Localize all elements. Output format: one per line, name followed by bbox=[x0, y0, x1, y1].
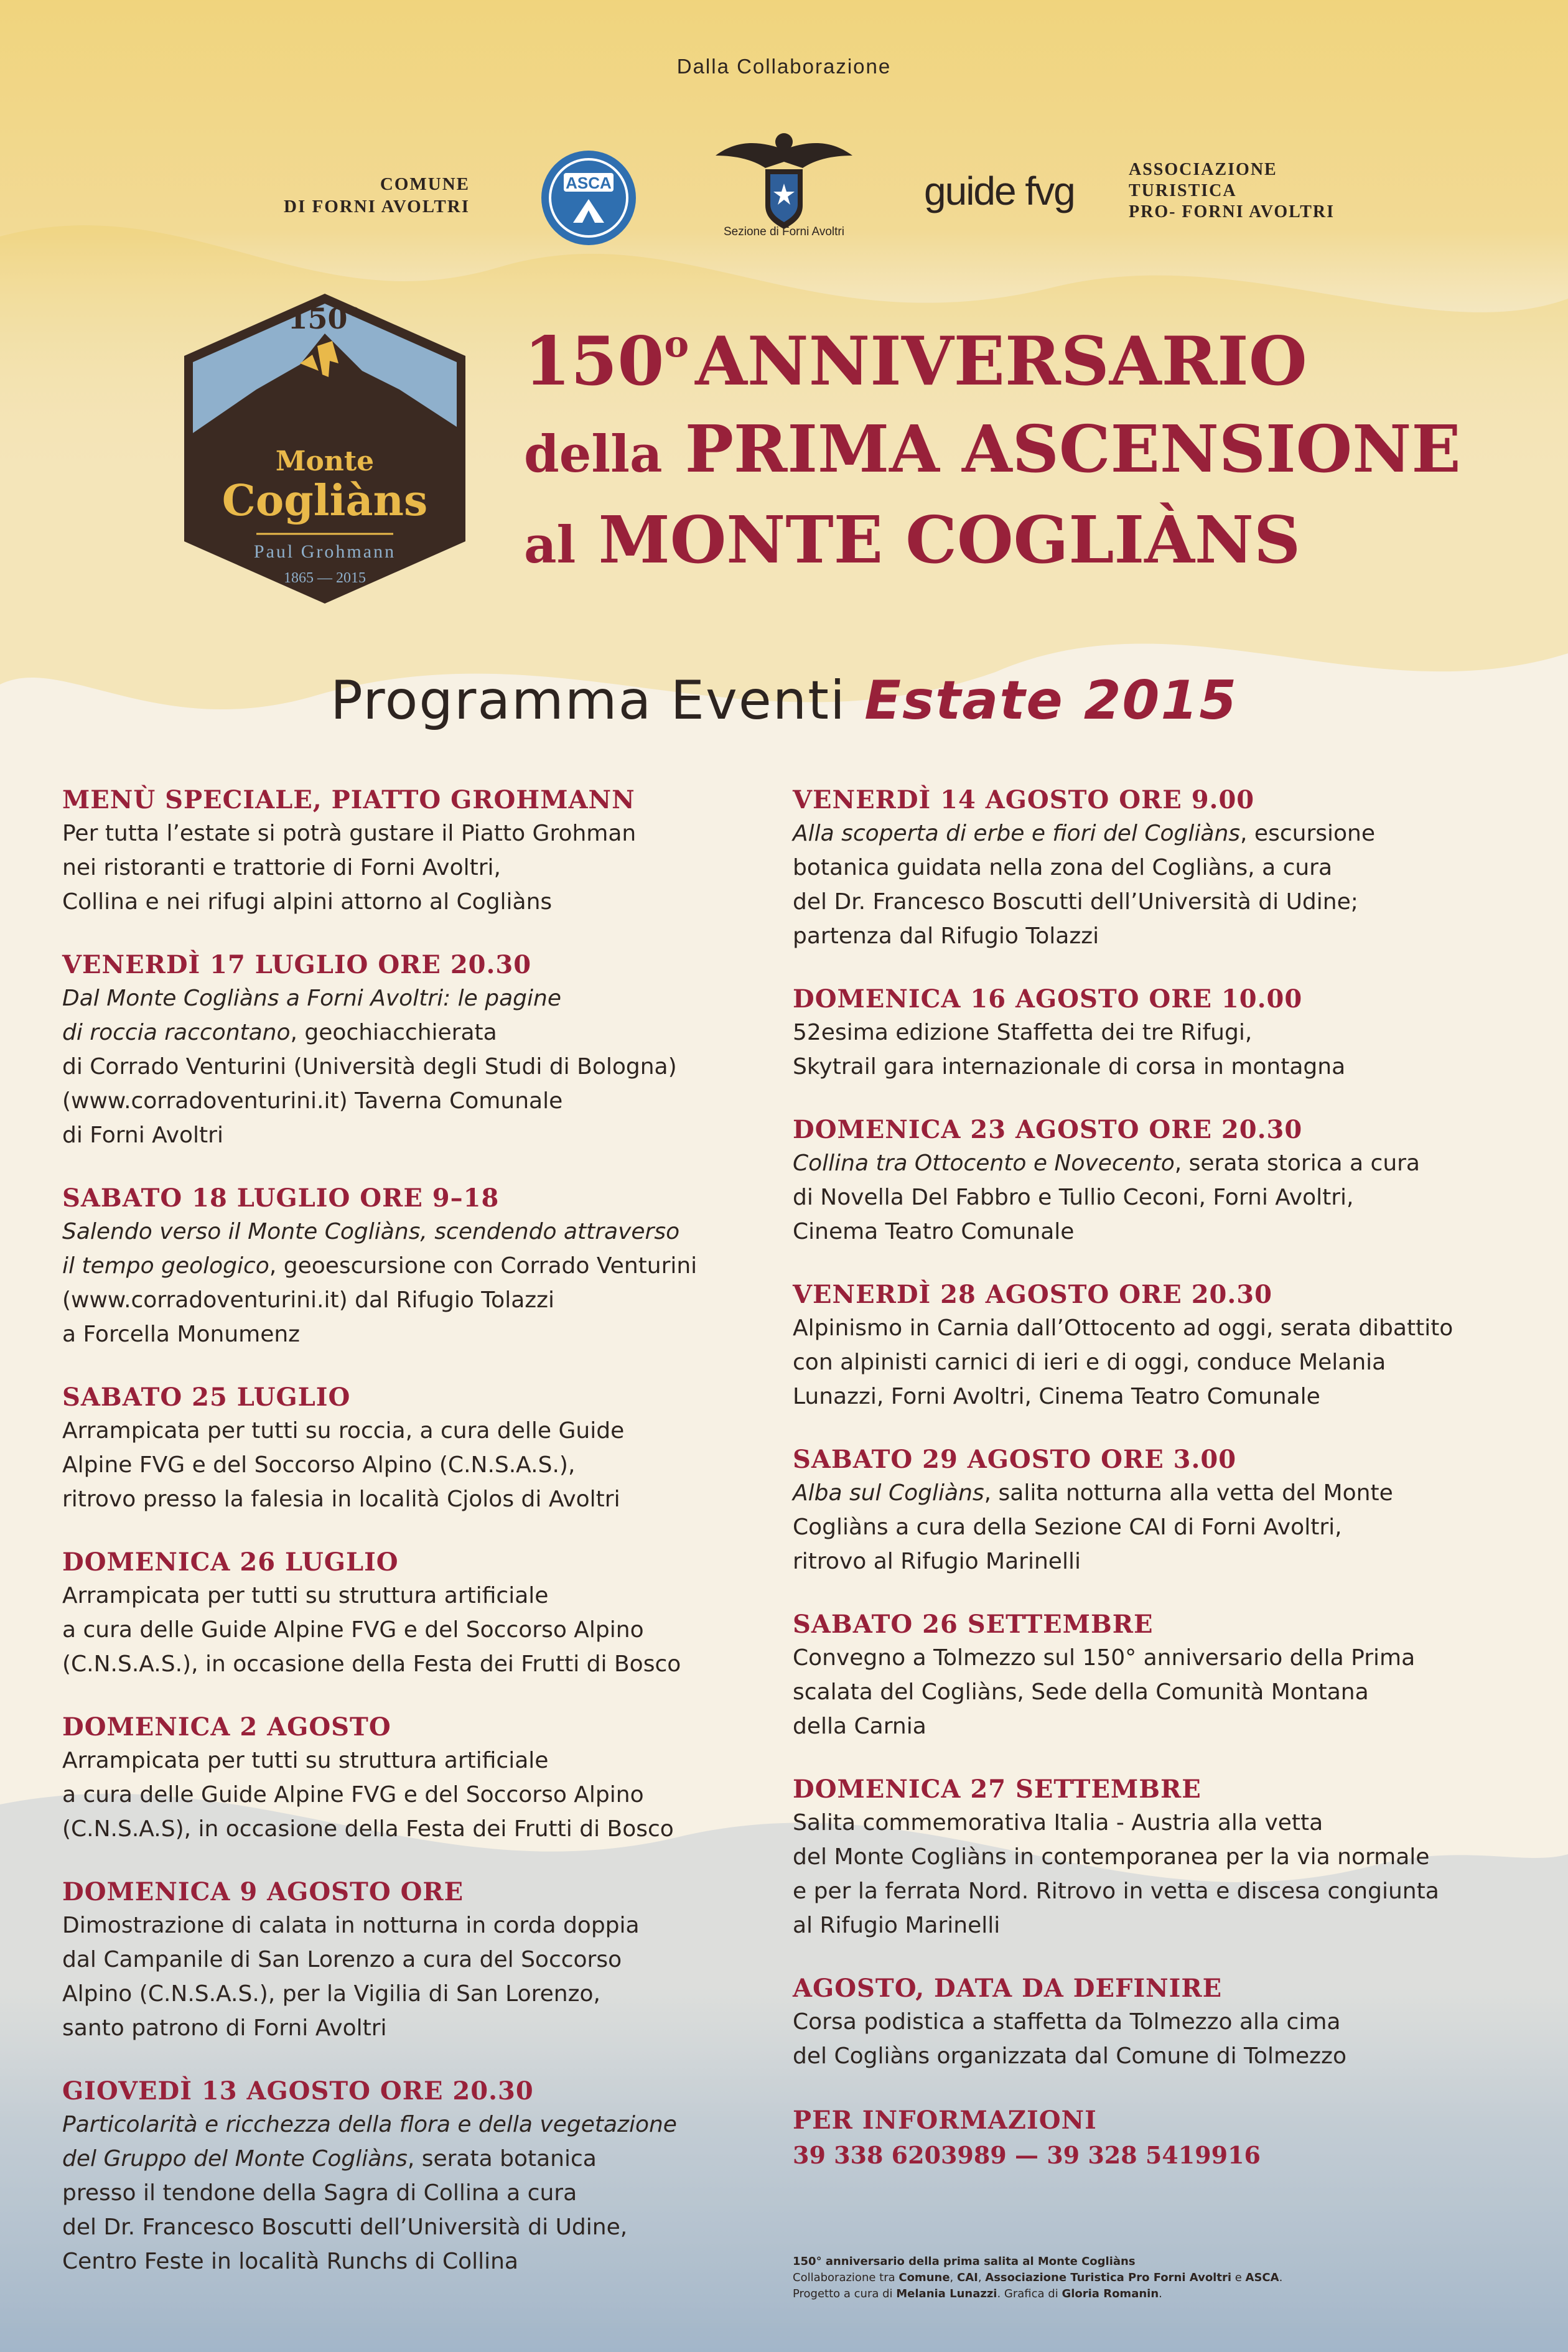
event-title: DOMENICA 9 AGOSTO ORE bbox=[62, 1877, 464, 1906]
event-line bbox=[793, 816, 1514, 851]
programma-normal: Programma Eventi bbox=[330, 670, 846, 732]
event-line-text: scalata del Cogliàns, Sede della Comunità Montana bbox=[793, 1679, 1369, 1705]
event-line bbox=[793, 1180, 1514, 1215]
credits-designer: Gloria Romanin bbox=[1062, 2287, 1159, 2300]
event-line bbox=[62, 1613, 784, 1647]
event-line-italic: Alba sul Cogliàns bbox=[793, 1480, 984, 1506]
event-line bbox=[793, 1709, 1514, 1743]
event-item bbox=[793, 1773, 1514, 1943]
credits-text: . Grafica di bbox=[997, 2287, 1062, 2300]
credits-text: e bbox=[1231, 2271, 1246, 2284]
event-line bbox=[62, 2210, 784, 2244]
event-line-text: , serata botanica bbox=[407, 2146, 597, 2172]
event-title: SABATO 29 AGOSTO ORE 3.00 bbox=[793, 1445, 1237, 1474]
event-line-text: e per la ferrata Nord. Ritrovo in vetta e discesa congiunta bbox=[793, 1878, 1439, 1904]
event-line-text: ritrovo presso la falesia in località Cjolos di Avoltri bbox=[62, 1486, 620, 1512]
event-title: DOMENICA 2 AGOSTO bbox=[62, 1712, 391, 1742]
event-line-text: con alpinisti carnici di ieri e di oggi, conduce Melania bbox=[793, 1350, 1386, 1375]
credits-pro-loco: Associazione Turistica Pro Forni Avoltri bbox=[985, 2271, 1231, 2284]
event-line bbox=[62, 981, 784, 1015]
event-line-text: Lunazzi, Forni Avoltri, Cinema Teatro Comunale bbox=[793, 1384, 1320, 1409]
collaboration-title: Dalla Collaborazione bbox=[676, 55, 892, 78]
event-line-text: Alpinismo in Carnia dall’Ottocento ad oggi, serata dibattito bbox=[793, 1315, 1454, 1341]
event-line bbox=[793, 2039, 1514, 2073]
event-line-italic: Collina tra Ottocento e Novecento bbox=[793, 1150, 1175, 1176]
event-line bbox=[62, 1977, 784, 2011]
event-line bbox=[62, 1317, 784, 1351]
event-title: VENERDÌ 17 LUGLIO ORE 20.30 bbox=[62, 950, 532, 979]
event-line-text: dal Campanile di San Lorenzo a cura del Soccorso bbox=[62, 1947, 622, 1972]
event-line-italic: Particolarità e ricchezza della flora e della vegetazione bbox=[62, 2112, 677, 2137]
credits-curator: Melania Lunazzi bbox=[896, 2287, 997, 2300]
event-line-text: nei ristoranti e trattorie di Forni Avoltri, bbox=[62, 855, 501, 880]
event-line-text: (www.corradoventurini.it) Taverna Comunale bbox=[62, 1088, 563, 1114]
event-description bbox=[793, 1641, 1514, 1743]
event-line bbox=[793, 1806, 1514, 1840]
title-al: al bbox=[524, 516, 576, 575]
event-line bbox=[62, 2176, 784, 2210]
event-line-text: Arrampicata per tutti su roccia, a cura delle Guide bbox=[62, 1418, 625, 1444]
event-line bbox=[62, 1579, 784, 1613]
event-line bbox=[62, 2142, 784, 2176]
info-block bbox=[793, 2103, 1514, 2173]
event-line-text: a cura delle Guide Alpine FVG e del Soccorso Alpino bbox=[62, 1782, 644, 1808]
event-line bbox=[793, 1874, 1514, 1908]
event-line-text: Alpino (C.N.S.A.S.), per la Vigilia di San Lorenzo, bbox=[62, 1981, 600, 2007]
event-line-text: (C.N.S.A.S), in occasione della Festa dei Frutti di Bosco bbox=[62, 1816, 674, 1842]
event-line-text: del Cogliàns organizzata dal Comune di Tolmezzo bbox=[793, 2043, 1346, 2069]
badge-word-1: Monte bbox=[275, 446, 375, 477]
event-line-text: al Rifugio Marinelli bbox=[793, 1913, 1001, 1938]
event-line-text: botanica guidata nella zona del Cogliàns, a cura bbox=[793, 855, 1333, 880]
event-line bbox=[793, 851, 1514, 885]
credits-line-1: 150° anniversario della prima salita al Monte Cogliàns bbox=[793, 2255, 1136, 2268]
event-line-text: di Corrado Venturini (Università degli Studi di Bologna) bbox=[62, 1054, 677, 1080]
event-title: VENERDÌ 14 AGOSTO ORE 9.00 bbox=[793, 785, 1255, 814]
event-item bbox=[62, 1546, 784, 1681]
credits-text: , bbox=[950, 2271, 957, 2284]
event-line-text: Dimostrazione di calata in notturna in corda doppia bbox=[62, 1913, 640, 1938]
event-line bbox=[62, 1647, 784, 1681]
comune-line-2: DI FORNI AVOLTRI bbox=[284, 197, 470, 217]
event-line bbox=[62, 1812, 784, 1846]
event-line bbox=[793, 885, 1514, 919]
event-line-text: del Monte Cogliàns in contemporanea per la via normale bbox=[793, 1844, 1430, 1870]
event-line-text: Convegno a Tolmezzo sul 150° anniversario della Prima bbox=[793, 1645, 1416, 1671]
event-line bbox=[62, 1084, 784, 1118]
event-line bbox=[62, 1215, 784, 1249]
credits-line-3 bbox=[793, 2286, 1282, 2302]
credits-text: Collaborazione tra bbox=[793, 2271, 899, 2284]
event-line bbox=[793, 2005, 1514, 2039]
event-line bbox=[62, 1448, 784, 1482]
event-line bbox=[62, 816, 784, 851]
cai-caption: Sezione di Forni Avoltri bbox=[724, 225, 844, 238]
credits-cai: CAI bbox=[956, 2271, 978, 2284]
event-line-text: santo patrono di Forni Avoltri bbox=[62, 2015, 387, 2041]
credits-line-2 bbox=[793, 2270, 1282, 2286]
event-item bbox=[793, 983, 1514, 1084]
event-description bbox=[62, 2107, 784, 2279]
event-line bbox=[62, 1778, 784, 1812]
pro-loco-logo-text bbox=[1129, 159, 1335, 223]
event-line bbox=[62, 1015, 784, 1050]
event-line-text: presso il tendone della Sagra di Collina a cura bbox=[62, 2180, 577, 2206]
event-line-text: a Forcella Monumenz bbox=[62, 1322, 301, 1347]
event-line-text: , serata storica a cura bbox=[1174, 1150, 1420, 1176]
event-line bbox=[62, 2011, 784, 2045]
event-line-text: a cura delle Guide Alpine FVG e del Soccorso Alpino bbox=[62, 1617, 644, 1643]
event-description bbox=[62, 1908, 784, 2045]
event-line-italic: Dal Monte Cogliàns a Forni Avoltri: le pagine bbox=[62, 986, 562, 1011]
credits-asca: ASCA bbox=[1245, 2271, 1279, 2284]
title-line-1 bbox=[524, 322, 1307, 401]
event-description bbox=[62, 1743, 784, 1846]
event-title: DOMENICA 16 AGOSTO ORE 10.00 bbox=[793, 984, 1303, 1014]
event-line bbox=[62, 1414, 784, 1448]
event-line bbox=[62, 2244, 784, 2279]
events-right-list bbox=[793, 784, 1514, 2073]
event-line bbox=[62, 1943, 784, 1977]
title-prima-ascensione: PRIMA ASCENSIONE bbox=[684, 411, 1461, 487]
event-line bbox=[62, 851, 784, 885]
event-description bbox=[793, 1806, 1514, 1943]
badge-years: 1865 — 2015 bbox=[284, 570, 366, 586]
event-title: VENERDÌ 28 AGOSTO ORE 20.30 bbox=[793, 1280, 1272, 1309]
programma-heading bbox=[0, 670, 1568, 732]
event-line bbox=[62, 1050, 784, 1084]
event-item bbox=[793, 1114, 1514, 1249]
event-title: DOMENICA 27 SETTEMBRE bbox=[793, 1775, 1202, 1804]
event-line-text: Corsa podistica a staffetta da Tolmezzo alla cima bbox=[793, 2009, 1341, 2035]
event-item bbox=[62, 2075, 784, 2279]
event-line bbox=[62, 1743, 784, 1778]
event-line-text: di Forni Avoltri bbox=[62, 1122, 223, 1148]
event-title: DOMENICA 26 LUGLIO bbox=[62, 1547, 399, 1577]
event-description bbox=[62, 1215, 784, 1351]
event-line-text: Cogliàns a cura della Sezione CAI di Forni Avoltri, bbox=[793, 1514, 1342, 1540]
title-line-3 bbox=[524, 502, 1300, 578]
title-anniversario: ANNIVERSARIO bbox=[695, 322, 1307, 401]
event-line bbox=[793, 1476, 1514, 1510]
event-line-italic: del Gruppo del Monte Cogliàns bbox=[62, 2146, 408, 2172]
info-phone-numbers: 39 338 6203989 — 39 328 5419916 bbox=[793, 2141, 1261, 2169]
event-item bbox=[62, 1381, 784, 1516]
event-title: GIOVEDÌ 13 AGOSTO ORE 20.30 bbox=[62, 2076, 534, 2106]
event-line-text: della Carnia bbox=[793, 1714, 926, 1739]
event-line bbox=[62, 1118, 784, 1152]
event-line-text: , geochiacchierata bbox=[290, 1020, 497, 1045]
event-line bbox=[793, 1050, 1514, 1084]
event-line bbox=[793, 1641, 1514, 1675]
event-description bbox=[793, 1476, 1514, 1579]
event-line bbox=[793, 1510, 1514, 1544]
event-line bbox=[793, 1379, 1514, 1414]
credits-text: , bbox=[978, 2271, 986, 2284]
event-item bbox=[62, 949, 784, 1152]
event-description bbox=[62, 816, 784, 919]
pro-line-1: ASSOCIAZIONE bbox=[1129, 160, 1277, 179]
event-description bbox=[793, 2005, 1514, 2073]
event-line bbox=[793, 1675, 1514, 1709]
credits-text: . bbox=[1279, 2271, 1283, 2284]
events-left-column bbox=[62, 784, 784, 2308]
event-item bbox=[793, 1444, 1514, 1579]
title-number: 150 bbox=[524, 322, 665, 401]
badge-name: Paul Grohmann bbox=[253, 541, 396, 562]
event-line bbox=[62, 1482, 784, 1516]
event-item bbox=[793, 1608, 1514, 1743]
event-title: SABATO 26 SETTEMBRE bbox=[793, 1610, 1154, 1639]
event-line-text: Centro Feste in località Runchs di Collina bbox=[62, 2249, 518, 2274]
event-line bbox=[793, 1840, 1514, 1874]
event-line-italic: il tempo geologico bbox=[62, 1253, 269, 1279]
event-line-text: ritrovo al Rifugio Marinelli bbox=[793, 1549, 1081, 1574]
event-line-text: , geoescursione con Corrado Venturini bbox=[269, 1253, 698, 1279]
event-line-italic: Salendo verso il Monte Cogliàns, scendendo attraverso bbox=[62, 1219, 680, 1244]
event-description bbox=[62, 1579, 784, 1681]
event-line bbox=[62, 2107, 784, 2142]
event-line bbox=[793, 1345, 1514, 1379]
event-item bbox=[62, 784, 784, 919]
event-line-text: 52esima edizione Staffetta dei tre Rifugi, bbox=[793, 1020, 1253, 1045]
title-degree: o bbox=[664, 322, 689, 366]
event-title: MENÙ SPECIALE, PIATTO GROHMANN bbox=[62, 785, 635, 814]
event-line-text: partenza dal Rifugio Tolazzi bbox=[793, 923, 1099, 949]
credits-text: Progetto a cura di bbox=[793, 2287, 897, 2300]
event-line-text: Cinema Teatro Comunale bbox=[793, 1219, 1075, 1244]
event-line-text: , salita notturna alla vetta del Monte bbox=[984, 1480, 1393, 1506]
event-line-text: di Novella Del Fabbro e Tullio Ceconi, Forni Avoltri, bbox=[793, 1185, 1354, 1210]
event-title: AGOSTO, DATA DA DEFINIRE bbox=[793, 1974, 1223, 2003]
event-line-text: Per tutta l’estate si potrà gustare il Piatto Grohman bbox=[62, 821, 637, 846]
event-line-text: , escursione bbox=[1240, 821, 1375, 846]
event-item bbox=[793, 1972, 1514, 2073]
asca-logo-text: ASCA bbox=[566, 174, 612, 192]
event-line-text: Alpine FVG e del Soccorso Alpino (C.N.S.A.S.), bbox=[62, 1452, 576, 1478]
credits-comune: Comune bbox=[898, 2271, 950, 2284]
comune-line-1: COMUNE bbox=[380, 174, 470, 194]
credits bbox=[793, 2254, 1282, 2302]
event-line-text: del Dr. Francesco Boscutti dell’Università di Udine, bbox=[62, 2214, 628, 2240]
info-title: PER INFORMAZIONI bbox=[793, 2106, 1097, 2135]
event-line bbox=[62, 885, 784, 919]
event-item bbox=[62, 1711, 784, 1846]
event-item bbox=[793, 1279, 1514, 1414]
title-monte-coglians: MONTE COGLIÀNS bbox=[598, 502, 1301, 578]
event-line-text: Arrampicata per tutti su struttura artificiale bbox=[62, 1583, 549, 1608]
event-line bbox=[793, 1146, 1514, 1180]
event-description bbox=[793, 1015, 1514, 1084]
event-line-italic: Alla scoperta di erbe e fiori del Cogliàns bbox=[793, 821, 1241, 846]
credits-text: . bbox=[1159, 2287, 1162, 2300]
event-line bbox=[793, 1015, 1514, 1050]
event-description bbox=[793, 1311, 1514, 1414]
event-line-text: Arrampicata per tutti su struttura artificiale bbox=[62, 1748, 549, 1773]
event-line bbox=[793, 1215, 1514, 1249]
asca-logo bbox=[539, 148, 638, 248]
badge-number: 150° bbox=[287, 302, 362, 335]
event-title: SABATO 18 LUGLIO ORE 9–18 bbox=[62, 1183, 500, 1213]
event-description bbox=[62, 1414, 784, 1516]
event-line bbox=[793, 1908, 1514, 1943]
event-line bbox=[62, 1283, 784, 1317]
badge-word-2: Cogliàns bbox=[222, 476, 428, 526]
event-line-text: Skytrail gara internazionale di corsa in montagna bbox=[793, 1054, 1346, 1080]
event-line-text: Salita commemorativa Italia - Austria alla vetta bbox=[793, 1810, 1323, 1836]
event-item bbox=[793, 784, 1514, 953]
event-line bbox=[62, 1908, 784, 1943]
event-line-italic: di roccia raccontano bbox=[62, 1020, 291, 1045]
event-line-text: (C.N.S.A.S.), in occasione della Festa dei Frutti di Bosco bbox=[62, 1651, 681, 1677]
anniversary-badge bbox=[175, 290, 474, 607]
event-line-text: (www.corradoventurini.it) dal Rifugio Tolazzi bbox=[62, 1287, 555, 1313]
event-item bbox=[62, 1876, 784, 2045]
pro-line-2: TURISTICA bbox=[1129, 181, 1237, 200]
event-title: SABATO 25 LUGLIO bbox=[62, 1383, 351, 1412]
event-line-text: Collina e nei rifugi alpini attorno al Cogliàns bbox=[62, 889, 553, 915]
title-della: della bbox=[524, 425, 663, 484]
event-description bbox=[62, 981, 784, 1152]
event-line-text: del Dr. Francesco Boscutti dell’Università di Udine; bbox=[793, 889, 1358, 915]
programma-emphasis: Estate 2015 bbox=[864, 670, 1238, 732]
event-line bbox=[793, 1544, 1514, 1579]
event-line bbox=[793, 919, 1514, 953]
pro-line-3: PRO- FORNI AVOLTRI bbox=[1129, 202, 1335, 222]
event-line bbox=[62, 1249, 784, 1283]
comune-logo-text bbox=[283, 173, 470, 218]
title-line-2 bbox=[524, 411, 1461, 487]
event-description bbox=[793, 816, 1514, 953]
event-item bbox=[62, 1182, 784, 1351]
event-line bbox=[793, 1311, 1514, 1345]
event-description bbox=[793, 1146, 1514, 1249]
events-right-column bbox=[793, 784, 1514, 2173]
guide-fvg-logo: guide fvg bbox=[924, 169, 1075, 213]
event-title: DOMENICA 23 AGOSTO ORE 20.30 bbox=[793, 1115, 1303, 1144]
